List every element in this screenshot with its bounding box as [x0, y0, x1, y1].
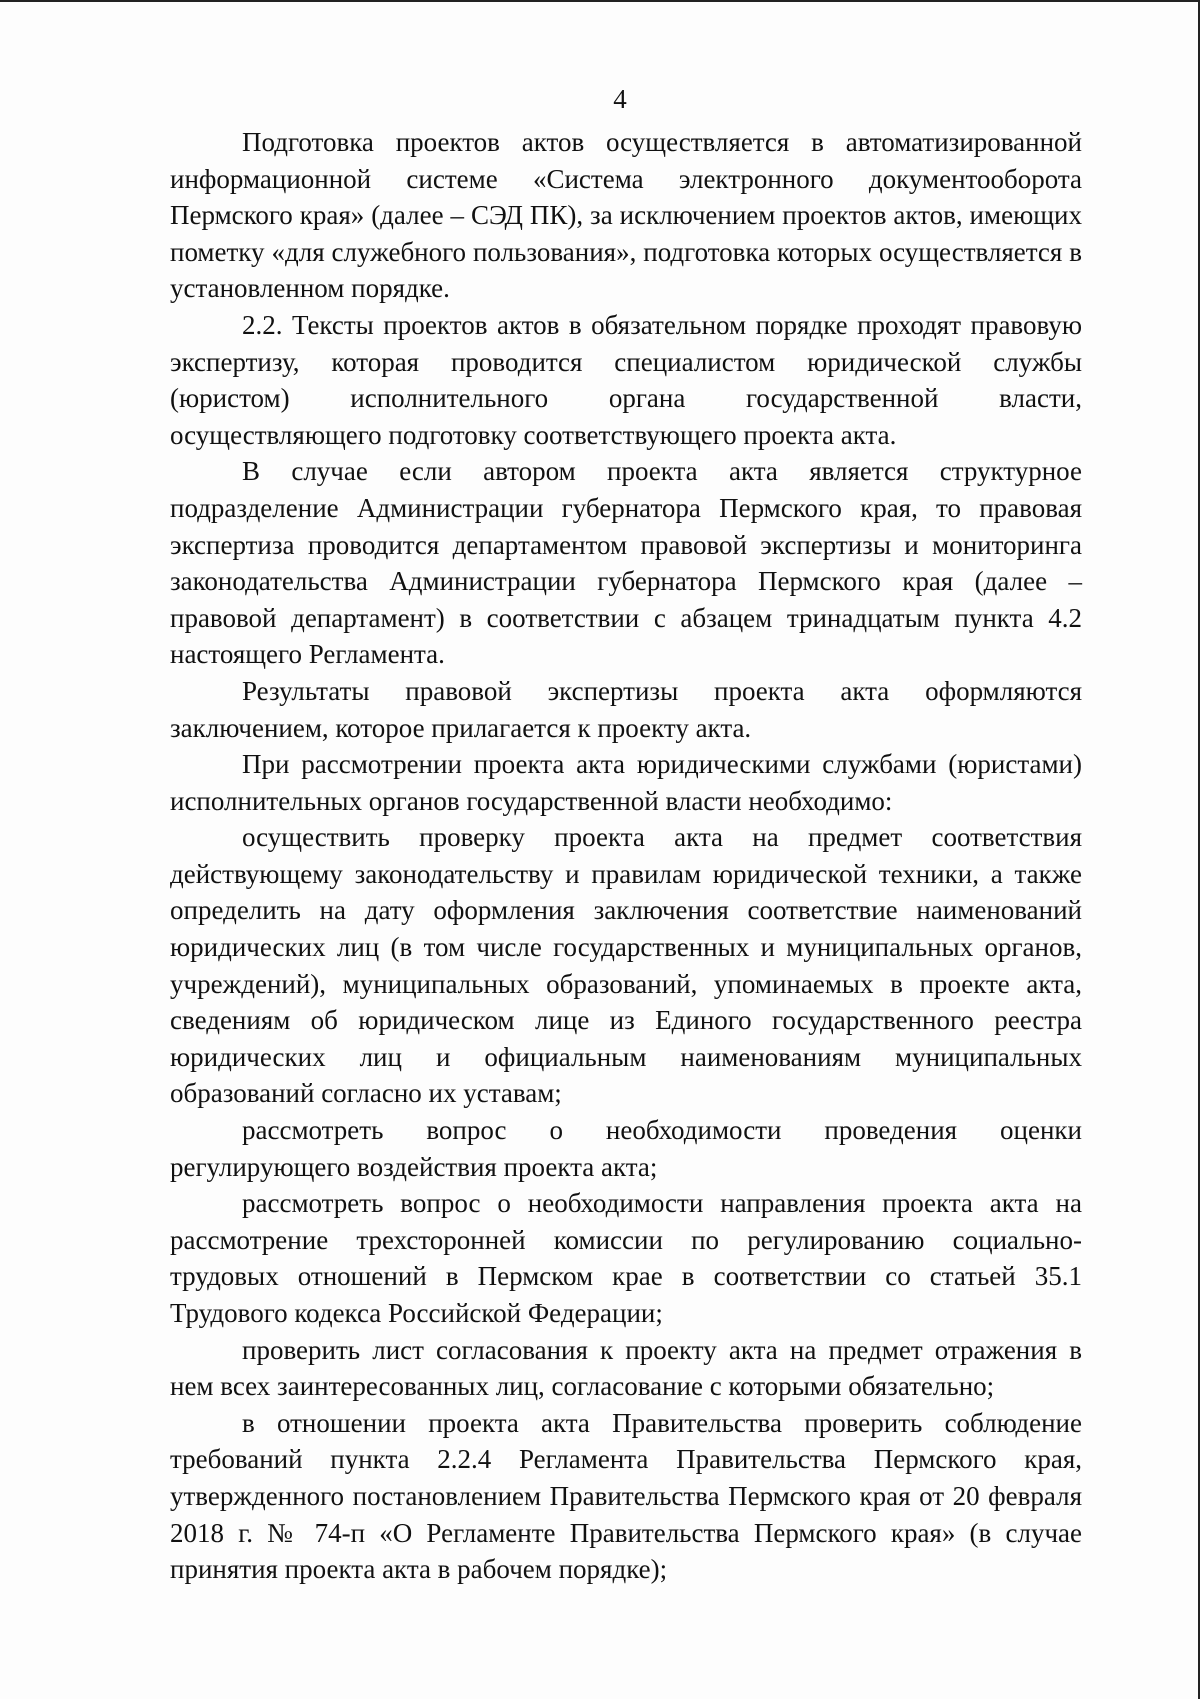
- paragraph-7: рассмотреть вопрос о необходимости проведения оценки регулирующего воздействия проекта акта;: [170, 1115, 1082, 1182]
- paragraph-1: Подготовка проектов актов осуществляется в автоматизированной информационной системе «Система электронного документооборота Пермского края» (далее – СЭД ПК), за исключением проектов актов, имеющих пометку «для служебного пользования», подготовка которых осуществляется в установленном порядке.: [170, 127, 1082, 304]
- document-body: [170, 124, 1082, 1588]
- paragraph-3: В случае если автором проекта акта является структурное подразделение Администрации губернатора Пермского края, то правовая экспертиза проводится департаментом правовой экспертизы и мониторинга законодательства Администрации губернатора Пермского края (далее – правовой департамент) в соответствии с абзацем тринадцатым пункта 4.2 настоящего Регламента.: [170, 456, 1082, 670]
- paragraph-8: рассмотреть вопрос о необходимости направления проекта акта на рассмотрение трехсторонней комиссии по регулированию социально-трудовых отношений в Пермском крае в соответствии со статьей 35.1 Трудового кодекса Российской Федерации;: [170, 1188, 1082, 1328]
- paragraph-10: в отношении проекта акта Правительства проверить соблюдение требований пункта 2.2.4 Регламента Правительства Пермского края, утвержденного постановлением Правительства Пермского края от 20 февраля 2018 г. № 74-п «О Регламенте Правительства Пермского края» (в случае принятия проекта акта в рабочем порядке);: [170, 1407, 1082, 1585]
- paragraph-9: проверить лист согласования к проекту акта на предмет отражения в нем всех заинтересованных лиц, согласование с которыми обязательно;: [170, 1334, 1082, 1402]
- paragraph-6: осуществить проверку проекта акта на предмет соответствия действующему законодательству и правилам юридической техники, а также определить на дату оформления заключения соответствие наименований юридических лиц (в том числе государственных и муниципальных органов, учреждений), муниципальных образований, упоминаемых в проекте акта, сведениям об юридическом лице из Единого государственного реестра юридических лиц и официальным наименованиям муниципальных образований согласно их уставам;: [170, 822, 1082, 1109]
- page-number: 4: [613, 84, 627, 114]
- paragraph-5: При рассмотрении проекта акта юридическими службами (юристами) исполнительных органов государственной власти необходимо:: [170, 749, 1082, 816]
- paragraph-4: Результаты правовой экспертизы проекта акта оформляются заключением, которое прилагается к проекту акта.: [170, 675, 1082, 743]
- paragraph-2: 2.2. Тексты проектов актов в обязательном порядке проходят правовую экспертизу, которая проводится специалистом юридической службы (юристом) исполнительного органа государственной власти, осуществляющего подготовку соответствующего проекта акта.: [170, 309, 1082, 450]
